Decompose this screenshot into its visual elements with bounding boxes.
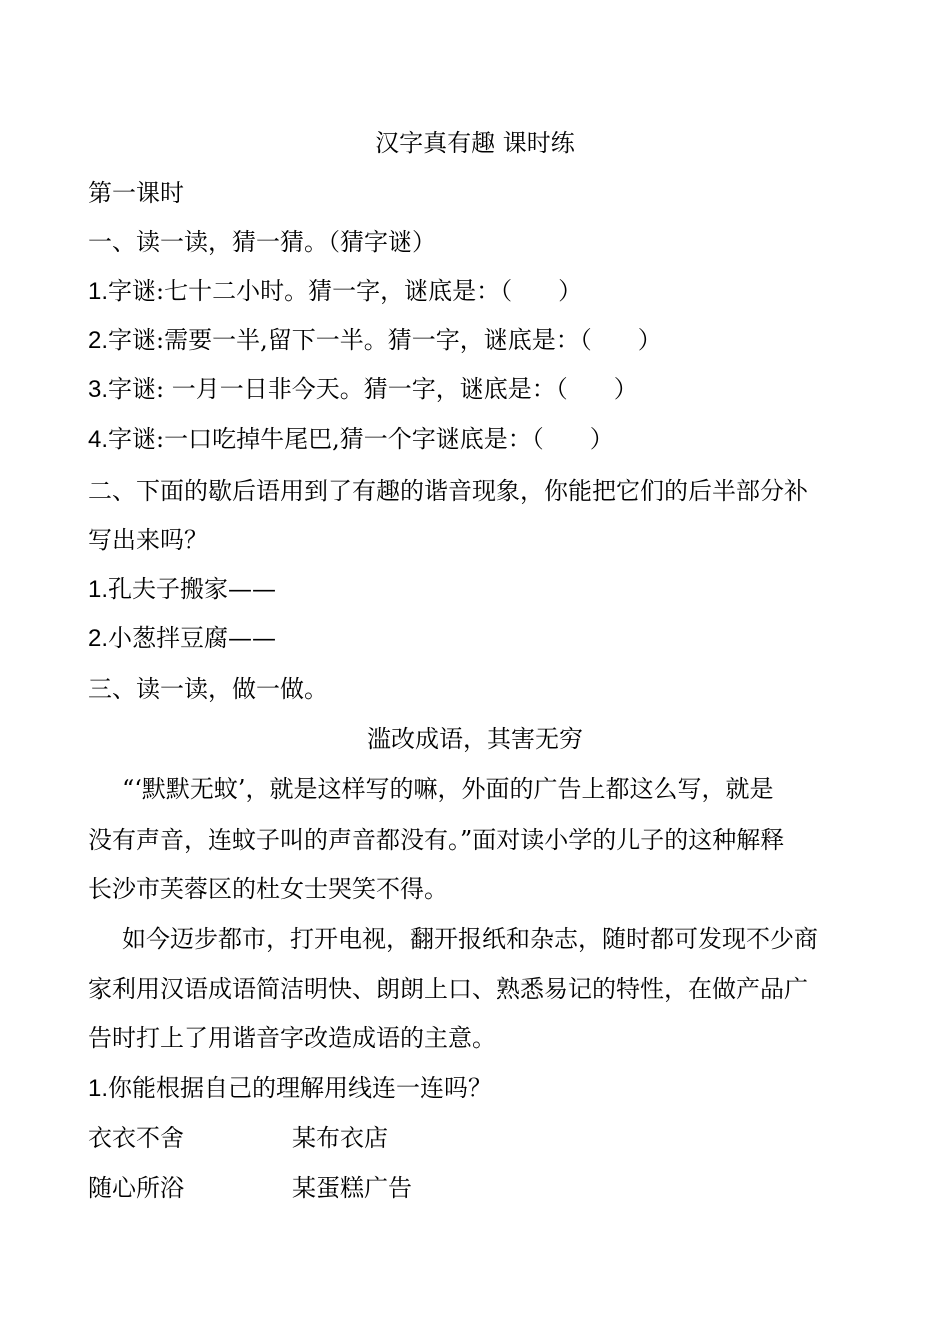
match-advertiser[interactable]: 某蛋糕广告 (292, 1174, 412, 1202)
item-number: 1. (88, 576, 109, 603)
lesson-label: 第一课时 (88, 179, 184, 207)
riddle-item (88, 274, 864, 309)
riddle-item (88, 422, 864, 457)
paragraph1-line: 没有声音，连蚊子叫的声音都没有。”面对读小学的儿子的这种解释 (88, 826, 785, 854)
question1 (88, 1071, 864, 1106)
riddle-text: 字谜: 一月一日非今天。猜一字，谜底是：（ (108, 375, 568, 403)
section2-heading-line1: 二、下面的歇后语用到了有趣的谐音现象，你能把它们的后半部分补 (88, 477, 808, 505)
riddle-text: 字谜:一口吃掉牛尾巴,猜一个字谜底是：（ (108, 425, 544, 453)
match-idiom[interactable]: 衣衣不舍 (88, 1124, 184, 1152)
paragraph1-line: 长沙市芙蓉区的杜女士哭笑不得。 (88, 875, 448, 903)
article-title: 滥改成语，其害无穷 (367, 725, 583, 753)
riddle-text: 字谜:七十二小时。猜一字，谜底是：（ (108, 277, 513, 305)
riddle-close: ） (613, 375, 638, 403)
xiehouyu-text: 小葱拌豆腐—— (108, 624, 277, 652)
xiehouyu-text: 孔夫子搬家—— (108, 575, 277, 603)
riddle-close: ） (558, 277, 583, 305)
section2-heading-line2: 写出来吗？ (88, 526, 208, 554)
paragraph2-line: 告时打上了用谐音字改造成语的主意。 (88, 1024, 496, 1052)
item-number: 4. (88, 426, 109, 453)
match-advertiser[interactable]: 某布衣店 (292, 1124, 388, 1152)
item-number: 1. (88, 278, 109, 305)
riddle-item (88, 372, 864, 407)
match-row (88, 1171, 864, 1205)
riddle-close: ） (637, 326, 662, 354)
item-number: 3. (88, 376, 109, 403)
question1-text: 你能根据自己的理解用线连一连吗？ (108, 1074, 493, 1102)
match-row (88, 1121, 864, 1155)
page-title: 汉字真有趣 课时练 (375, 129, 575, 157)
match-idiom[interactable]: 随心所浴 (88, 1174, 184, 1202)
section1-heading: 一、读一读，猜一猜。（猜字谜） (88, 228, 436, 256)
item-number: 2. (88, 327, 109, 354)
item-number: 2. (88, 625, 109, 652)
xiehouyu-item (88, 572, 864, 607)
paragraph2-line: 家利用汉语成语简洁明快、朗朗上口、熟悉易记的特性，在做产品广 (88, 975, 808, 1003)
item-number: 1. (88, 1075, 109, 1102)
riddle-text: 字谜:需要一半,留下一半。猜一字，谜底是：（ (108, 326, 592, 354)
xiehouyu-item (88, 621, 864, 656)
riddle-close: ） (589, 425, 614, 453)
paragraph1-line: “‘默默无蚊’，就是这样写的嘛，外面的广告上都这么写，就是 (122, 775, 774, 803)
section3-heading: 三、读一读，做一做。 (88, 675, 328, 703)
riddle-item (88, 323, 864, 358)
paragraph2-line: 如今迈步都市，打开电视，翻开报纸和杂志，随时都可发现不少商 (122, 925, 818, 953)
